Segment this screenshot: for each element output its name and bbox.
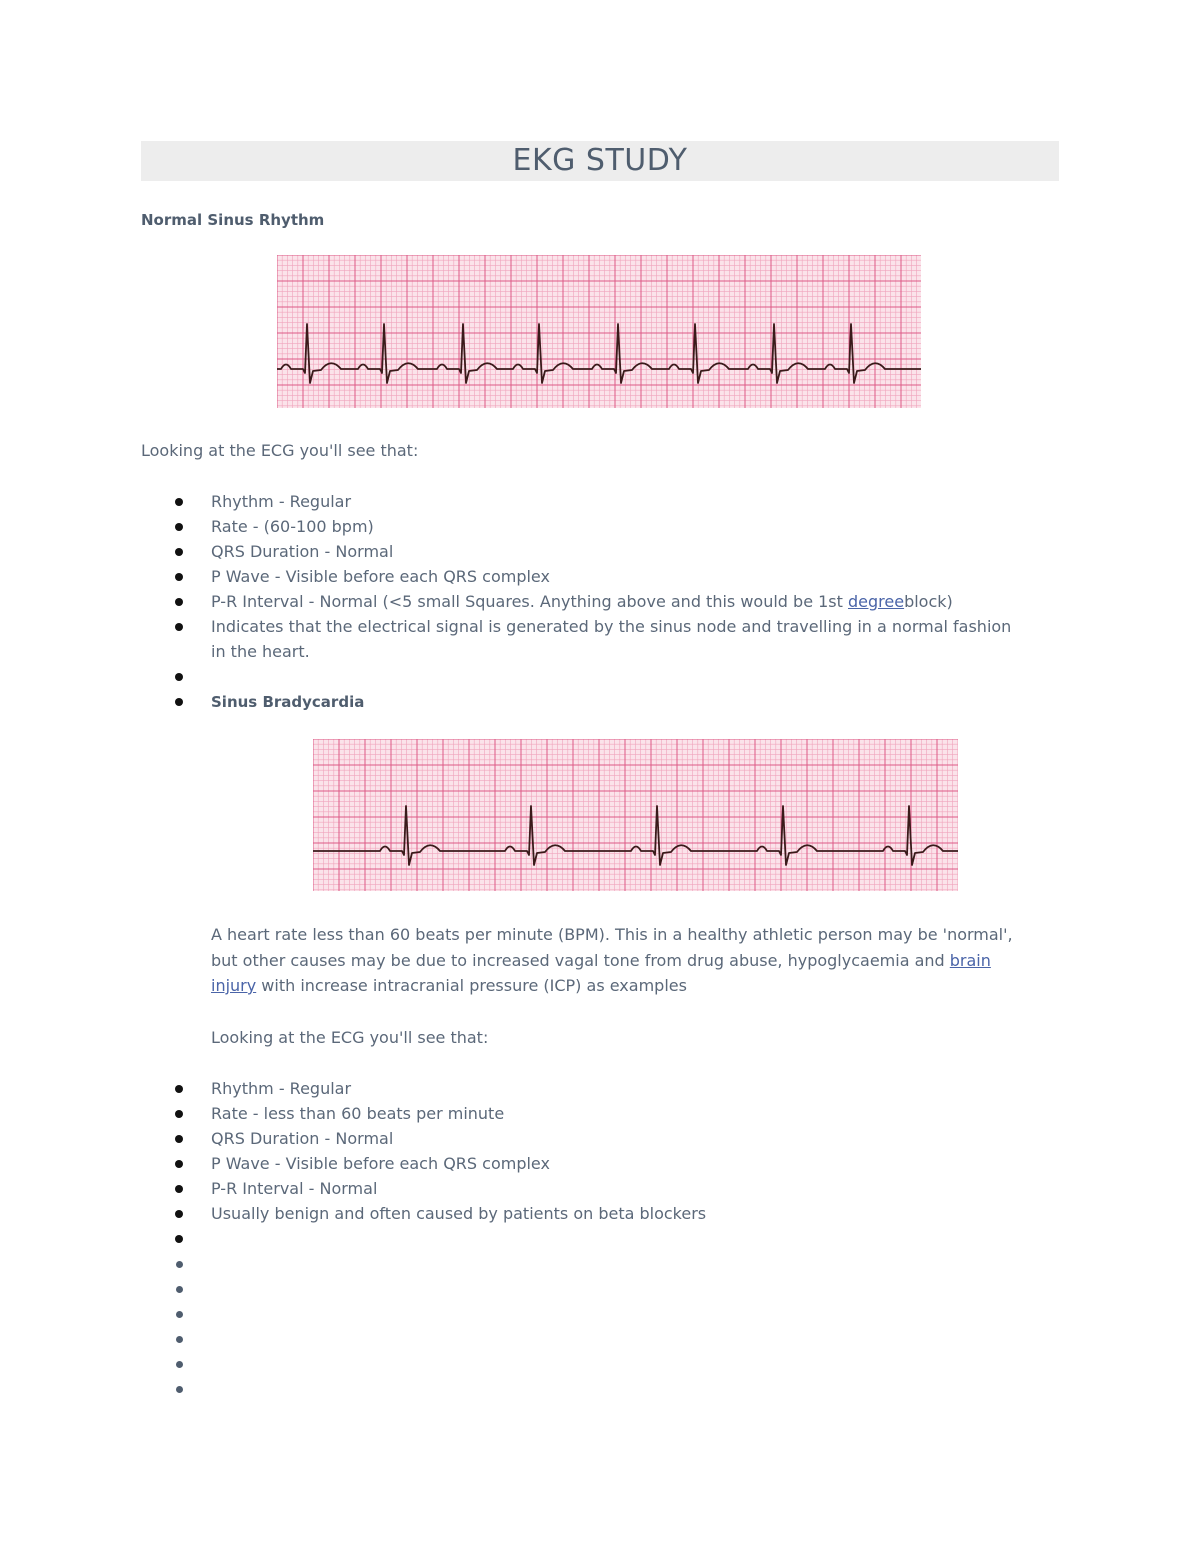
bullet-icon — [175, 1235, 183, 1243]
document-title: EKG STUDY — [141, 141, 1059, 181]
bullet-icon — [176, 1361, 183, 1368]
list-item: Indicates that the electrical signal is generated by the sinus node and travelling in a normal fashion in the heart. — [141, 614, 1051, 664]
bullet-icon — [175, 1085, 183, 1093]
list-item: P Wave - Visible before each QRS complex — [141, 1151, 1051, 1176]
list-item-empty — [141, 1276, 1051, 1301]
bullet-icon — [175, 573, 183, 581]
list-item-empty — [141, 664, 1051, 689]
bullet-icon — [175, 1185, 183, 1193]
ekg-strip-sinus-bradycardia — [313, 739, 958, 891]
list-item — [141, 689, 1051, 715]
list-item-empty — [141, 1226, 1051, 1251]
bradycardia-description: A heart rate less than 60 beats per minute (BPM). This in a healthy athletic person may be 'normal', but other causes may be due to increased vagal tone from drug abuse, hypoglycaemia and brain injury with increase intracranial pressure (ICP) as examples — [211, 925, 1013, 995]
bullet-icon — [175, 498, 183, 506]
bullet-icon — [176, 1286, 183, 1293]
bullet-icon — [175, 1210, 183, 1218]
list-item: P-R Interval - Normal (<5 small Squares. Anything above and this would be 1st degreeblock) — [141, 589, 1051, 614]
bullet-icon — [175, 623, 183, 631]
list-item: P Wave - Visible before each QRS complex — [141, 564, 1051, 589]
bullet-icon — [175, 598, 183, 606]
section-heading-normal-sinus-rhythm: Normal Sinus Rhythm — [141, 211, 325, 229]
bullet-icon — [176, 1311, 183, 1318]
list-item: Rhythm - Regular — [141, 1076, 1051, 1101]
list-item: QRS Duration - Normal — [141, 539, 1051, 564]
brain-injury-link-continued[interactable]: injury — [211, 976, 257, 995]
bullet-icon — [175, 698, 183, 706]
list-item: Rate - (60-100 bpm) — [141, 514, 1051, 539]
list-item: P-R Interval - Normal — [141, 1176, 1051, 1201]
bullet-icon — [175, 1160, 183, 1168]
bullet-icon — [176, 1386, 183, 1393]
brain-injury-link[interactable]: brain — [949, 950, 991, 970]
list-item: Rate - less than 60 beats per minute — [141, 1101, 1051, 1126]
list-item-empty — [141, 1326, 1051, 1351]
list-item: QRS Duration - Normal — [141, 1126, 1051, 1151]
list-item: Usually benign and often caused by patients on beta blockers — [141, 1201, 1051, 1226]
bullet-icon — [175, 673, 183, 681]
bullet-icon — [175, 523, 183, 531]
list-item-empty — [141, 1351, 1051, 1376]
bullet-icon — [176, 1261, 183, 1268]
bradycardia-bullet-list — [141, 1076, 1051, 1401]
section-heading-sinus-bradycardia: Sinus Bradycardia — [211, 693, 365, 711]
list-item-empty — [141, 1301, 1051, 1326]
intro-text-bradycardia: Looking at the ECG you'll see that: — [211, 1028, 489, 1047]
bullet-icon — [176, 1336, 183, 1343]
list-item: Rhythm - Regular — [141, 489, 1051, 514]
bullet-icon — [175, 548, 183, 556]
list-item-empty — [141, 1376, 1051, 1401]
bullet-icon — [175, 1135, 183, 1143]
intro-text-normal: Looking at the ECG you'll see that: — [141, 441, 419, 460]
list-item-empty — [141, 1251, 1051, 1276]
degree-link[interactable]: degree — [848, 592, 905, 611]
bullet-icon — [175, 1110, 183, 1118]
ekg-strip-normal-sinus-rhythm — [277, 255, 921, 408]
normal-sinus-bullet-list — [141, 489, 1051, 715]
